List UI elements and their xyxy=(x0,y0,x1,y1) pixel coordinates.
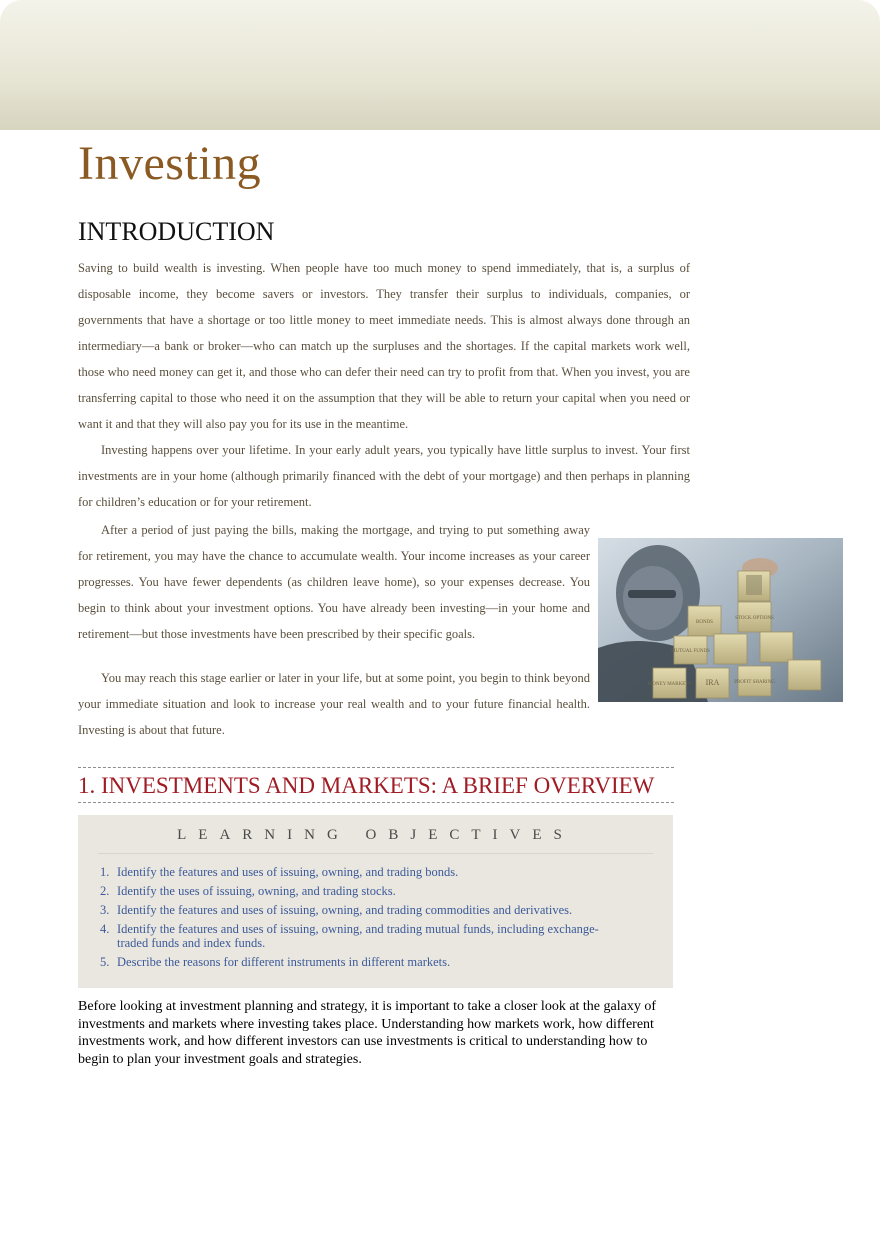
objective-text: Identify the features and uses of issuing, owning, and trading bonds. xyxy=(117,865,459,879)
objective-item xyxy=(100,865,660,879)
chapter-title: Investing xyxy=(78,137,262,190)
objective-text: Identify the features and uses of issuing, owning, and trading commodities and derivatives. xyxy=(117,903,573,917)
intro-paragraph-2: Investing happens over your lifetime. In your early adult years, you typically have little surplus to invest. Your first investments are in your home (although primarily financed with the debt of your mortgage) and then perhaps in planning for children’s education or for your retirement. xyxy=(78,443,690,509)
objective-item xyxy=(100,922,660,950)
glasses xyxy=(628,590,676,598)
block xyxy=(714,634,747,664)
objective-text: Describe the reasons for different instruments in different markets. xyxy=(117,955,451,969)
objective-number: 3. xyxy=(100,903,110,917)
objective-number: 2. xyxy=(100,884,110,898)
block xyxy=(760,632,793,662)
page-header-band xyxy=(0,0,880,130)
objectives-divider xyxy=(98,853,653,854)
introduction-heading: INTRODUCTION xyxy=(78,217,275,246)
objective-number: 4. xyxy=(100,922,110,936)
block-label: IRA xyxy=(705,678,720,687)
photo-illustration xyxy=(598,538,843,702)
intro-paragraph-4: You may reach this stage earlier or later in your life, but at some point, you begin to think beyond your immediate situation and look to increase your real wealth and to your future financial health. Investing is about that future. xyxy=(78,671,590,737)
intro-paragraph-3: After a period of just paying the bills, making the mortgage, and trying to put something away for retirement, you may have the chance to accumulate wealth. Your income increases as your career progresses. You have fewer dependents (as children leave home), so your expenses decrease. You begin to think about your investment options. You have already been investing—in your home and retirement—but those investments have been prescribed by their specific goals. xyxy=(78,523,590,641)
block-label: MONEY MARKETS xyxy=(647,682,692,687)
objective-text: Identify the uses of issuing, owning, and trading stocks. xyxy=(117,884,396,898)
objective-number: 5. xyxy=(100,955,110,969)
objective-item xyxy=(100,884,660,898)
section-intro-paragraph: Before looking at investment planning and strategy, it is important to take a closer look at the galaxy of investments and markets where investing takes place. Understanding how markets work, how different investments work, and how different investors can use investments is critical to understanding how to begin to plan your investment goals and strategies. xyxy=(78,999,656,1067)
objective-item xyxy=(100,903,660,917)
section-rule-top xyxy=(78,767,674,768)
objective-item xyxy=(100,955,660,969)
block-label: MUTUAL FUNDS xyxy=(671,649,710,654)
block-label: STOCK OPTIONS xyxy=(735,616,774,621)
objectives-list xyxy=(100,865,660,974)
learning-objectives-title: LEARNING OBJECTIVES xyxy=(177,827,574,843)
block xyxy=(788,660,821,690)
block-label: BONDS xyxy=(696,620,713,625)
section-rule-bottom xyxy=(78,802,674,803)
section-heading: 1. INVESTMENTS AND MARKETS: A BRIEF OVERVIEW xyxy=(78,773,655,798)
block-label: PROFIT SHARING xyxy=(734,680,775,685)
objective-number: 1. xyxy=(100,865,110,879)
intro-paragraph-1: Saving to build wealth is investing. When people have too much money to spend immediately, that is, a surplus of disposable income, they become savers or investors. They transfer their surplus to individuals, companies, or governments that have a shortage or too little money to meet immediate needs. This is almost always done through an intermediary—a bank or broker—who can match up the surpluses and the shortages. If the capital markets work well, those who need money can get it, and those who can defer their need can try to profit from that. When you invest, you are transferring capital to those who need it on the assumption that they will be able to return your capital when you need or want it and that they will also pay you for its use in the meantime. xyxy=(78,261,690,431)
investor-blocks-photo xyxy=(598,538,843,702)
learning-objectives-box xyxy=(78,815,673,988)
objective-text: Identify the features and uses of issuing, owning, and trading mutual funds, including exchange-traded funds and index funds. xyxy=(117,922,599,950)
